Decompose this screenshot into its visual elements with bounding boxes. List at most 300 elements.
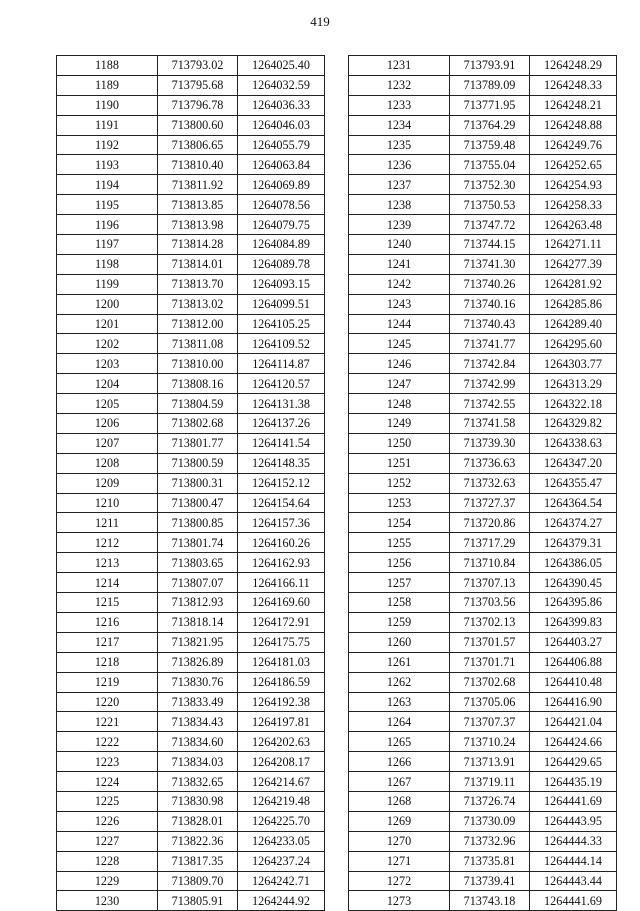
point-number-cell: 1261 — [349, 652, 450, 672]
x-coordinate-cell: 713813.70 — [158, 274, 238, 294]
x-coordinate-cell: 713806.65 — [158, 135, 238, 155]
table-row — [349, 553, 617, 573]
point-number-cell: 1264 — [349, 712, 450, 732]
y-coordinate-cell: 1264046.03 — [238, 115, 325, 135]
x-coordinate-cell: 713814.01 — [158, 254, 238, 274]
table-row — [57, 215, 325, 235]
x-coordinate-cell: 713710.24 — [450, 732, 530, 752]
point-number-cell: 1214 — [57, 573, 158, 593]
x-coordinate-cell: 713710.84 — [450, 553, 530, 573]
y-coordinate-cell: 1264364.54 — [530, 493, 617, 513]
y-coordinate-cell: 1264395.86 — [530, 593, 617, 613]
y-coordinate-cell: 1264141.54 — [238, 433, 325, 453]
table-row — [349, 672, 617, 692]
x-coordinate-cell: 713834.60 — [158, 732, 238, 752]
table-row — [349, 56, 617, 76]
y-coordinate-cell: 1264410.48 — [530, 672, 617, 692]
point-number-cell: 1200 — [57, 294, 158, 314]
point-number-cell: 1210 — [57, 493, 158, 513]
table-row — [57, 791, 325, 811]
y-coordinate-cell: 1264322.18 — [530, 394, 617, 414]
x-coordinate-cell: 713759.48 — [450, 135, 530, 155]
y-coordinate-cell: 1264441.69 — [530, 891, 617, 911]
table-row — [349, 135, 617, 155]
x-coordinate-cell: 713830.76 — [158, 672, 238, 692]
table-row — [57, 593, 325, 613]
y-coordinate-cell: 1264303.77 — [530, 354, 617, 374]
point-number-cell: 1218 — [57, 652, 158, 672]
point-number-cell: 1196 — [57, 215, 158, 235]
table-row — [349, 831, 617, 851]
point-number-cell: 1268 — [349, 791, 450, 811]
x-coordinate-cell: 713812.93 — [158, 593, 238, 613]
table-row — [349, 294, 617, 314]
x-coordinate-cell: 713810.40 — [158, 155, 238, 175]
table-row — [57, 254, 325, 274]
x-coordinate-cell: 713834.03 — [158, 752, 238, 772]
table-row — [57, 712, 325, 732]
y-coordinate-cell: 1264263.48 — [530, 215, 617, 235]
x-coordinate-cell: 713719.11 — [450, 772, 530, 792]
x-coordinate-cell: 713795.68 — [158, 75, 238, 95]
point-number-cell: 1220 — [57, 692, 158, 712]
y-coordinate-cell: 1264444.33 — [530, 831, 617, 851]
x-coordinate-cell: 713802.68 — [158, 414, 238, 434]
y-coordinate-cell: 1264202.63 — [238, 732, 325, 752]
y-coordinate-cell: 1264338.63 — [530, 433, 617, 453]
x-coordinate-cell: 713813.85 — [158, 195, 238, 215]
y-coordinate-cell: 1264443.95 — [530, 811, 617, 831]
table-row — [349, 374, 617, 394]
y-coordinate-cell: 1264025.40 — [238, 56, 325, 76]
y-coordinate-cell: 1264444.14 — [530, 851, 617, 871]
point-number-cell: 1195 — [57, 195, 158, 215]
y-coordinate-cell: 1264435.19 — [530, 772, 617, 792]
x-coordinate-cell: 713818.14 — [158, 612, 238, 632]
y-coordinate-cell: 1264399.83 — [530, 612, 617, 632]
y-coordinate-cell: 1264281.92 — [530, 274, 617, 294]
y-coordinate-cell: 1264105.25 — [238, 314, 325, 334]
table-row — [349, 573, 617, 593]
point-number-cell: 1241 — [349, 254, 450, 274]
point-number-cell: 1238 — [349, 195, 450, 215]
point-number-cell: 1212 — [57, 533, 158, 553]
x-coordinate-cell: 713811.92 — [158, 175, 238, 195]
y-coordinate-cell: 1264429.65 — [530, 752, 617, 772]
table-row — [57, 612, 325, 632]
table-row — [349, 612, 617, 632]
point-number-cell: 1228 — [57, 851, 158, 871]
x-coordinate-cell: 713732.63 — [450, 473, 530, 493]
y-coordinate-cell: 1264233.05 — [238, 831, 325, 851]
y-coordinate-cell: 1264160.26 — [238, 533, 325, 553]
page-number: 419 — [310, 14, 330, 29]
table-row — [57, 652, 325, 672]
point-number-cell: 1273 — [349, 891, 450, 911]
x-coordinate-cell: 713800.60 — [158, 115, 238, 135]
table-row — [349, 473, 617, 493]
table-row — [57, 95, 325, 115]
table-row — [349, 274, 617, 294]
point-number-cell: 1225 — [57, 791, 158, 811]
table-row — [349, 772, 617, 792]
table-row — [57, 414, 325, 434]
x-coordinate-cell: 713707.37 — [450, 712, 530, 732]
x-coordinate-cell: 713764.29 — [450, 115, 530, 135]
point-number-cell: 1271 — [349, 851, 450, 871]
x-coordinate-cell: 713800.85 — [158, 513, 238, 533]
x-coordinate-cell: 713732.96 — [450, 831, 530, 851]
table-row — [57, 752, 325, 772]
y-coordinate-cell: 1264254.93 — [530, 175, 617, 195]
y-coordinate-cell: 1264055.79 — [238, 135, 325, 155]
x-coordinate-cell: 713771.95 — [450, 95, 530, 115]
x-coordinate-cell: 713735.81 — [450, 851, 530, 871]
x-coordinate-cell: 713817.35 — [158, 851, 238, 871]
point-number-cell: 1252 — [349, 473, 450, 493]
point-number-cell: 1224 — [57, 772, 158, 792]
table-row — [349, 195, 617, 215]
y-coordinate-cell: 1264175.75 — [238, 632, 325, 652]
x-coordinate-cell: 713741.30 — [450, 254, 530, 274]
table-row — [349, 175, 617, 195]
point-number-cell: 1255 — [349, 533, 450, 553]
y-coordinate-cell: 1264157.36 — [238, 513, 325, 533]
y-coordinate-cell: 1264244.92 — [238, 891, 325, 911]
point-number-cell: 1211 — [57, 513, 158, 533]
y-coordinate-cell: 1264406.88 — [530, 652, 617, 672]
x-coordinate-cell: 713822.36 — [158, 831, 238, 851]
table-row — [57, 75, 325, 95]
point-number-cell: 1250 — [349, 433, 450, 453]
table-row — [57, 115, 325, 135]
point-number-cell: 1223 — [57, 752, 158, 772]
table-row — [349, 752, 617, 772]
point-number-cell: 1209 — [57, 473, 158, 493]
y-coordinate-cell: 1264237.24 — [238, 851, 325, 871]
x-coordinate-cell: 713834.43 — [158, 712, 238, 732]
x-coordinate-cell: 713720.86 — [450, 513, 530, 533]
point-number-cell: 1234 — [349, 115, 450, 135]
point-number-cell: 1270 — [349, 831, 450, 851]
y-coordinate-cell: 1264355.47 — [530, 473, 617, 493]
table-row — [57, 374, 325, 394]
table-body — [349, 56, 617, 911]
y-coordinate-cell: 1264208.17 — [238, 752, 325, 772]
y-coordinate-cell: 1264248.29 — [530, 56, 617, 76]
x-coordinate-cell: 713750.53 — [450, 195, 530, 215]
x-coordinate-cell: 713727.37 — [450, 493, 530, 513]
table-row — [57, 274, 325, 294]
table-row — [349, 254, 617, 274]
x-coordinate-cell: 713804.59 — [158, 394, 238, 414]
table-row — [349, 632, 617, 652]
x-coordinate-cell: 713793.02 — [158, 56, 238, 76]
y-coordinate-cell: 1264347.20 — [530, 453, 617, 473]
x-coordinate-cell: 713730.09 — [450, 811, 530, 831]
point-number-cell: 1232 — [349, 75, 450, 95]
y-coordinate-cell: 1264093.15 — [238, 274, 325, 294]
x-coordinate-cell: 713701.57 — [450, 632, 530, 652]
table-row — [349, 791, 617, 811]
y-coordinate-cell: 1264313.29 — [530, 374, 617, 394]
table-row — [57, 394, 325, 414]
x-coordinate-cell: 713805.91 — [158, 891, 238, 911]
y-coordinate-cell: 1264258.33 — [530, 195, 617, 215]
point-number-cell: 1249 — [349, 414, 450, 434]
y-coordinate-cell: 1264186.59 — [238, 672, 325, 692]
x-coordinate-cell: 713739.30 — [450, 433, 530, 453]
point-number-cell: 1216 — [57, 612, 158, 632]
x-coordinate-cell: 713740.26 — [450, 274, 530, 294]
y-coordinate-cell: 1264374.27 — [530, 513, 617, 533]
table-body — [57, 56, 325, 911]
x-coordinate-cell: 713741.58 — [450, 414, 530, 434]
table-row — [57, 851, 325, 871]
y-coordinate-cell: 1264099.51 — [238, 294, 325, 314]
table-row — [57, 56, 325, 76]
x-coordinate-cell: 713801.77 — [158, 433, 238, 453]
table-row — [57, 553, 325, 573]
x-coordinate-cell: 713707.13 — [450, 573, 530, 593]
point-number-cell: 1265 — [349, 732, 450, 752]
y-coordinate-cell: 1264036.33 — [238, 95, 325, 115]
table-row — [349, 712, 617, 732]
y-coordinate-cell: 1264289.40 — [530, 314, 617, 334]
table-row — [349, 394, 617, 414]
point-number-cell: 1236 — [349, 155, 450, 175]
table-row — [57, 732, 325, 752]
table-row — [57, 453, 325, 473]
point-number-cell: 1201 — [57, 314, 158, 334]
x-coordinate-cell: 713828.01 — [158, 811, 238, 831]
y-coordinate-cell: 1264214.67 — [238, 772, 325, 792]
y-coordinate-cell: 1264249.76 — [530, 135, 617, 155]
y-coordinate-cell: 1264421.04 — [530, 712, 617, 732]
point-number-cell: 1188 — [57, 56, 158, 76]
point-number-cell: 1221 — [57, 712, 158, 732]
x-coordinate-cell: 713809.70 — [158, 871, 238, 891]
x-coordinate-cell: 713801.74 — [158, 533, 238, 553]
x-coordinate-cell: 713742.84 — [450, 354, 530, 374]
x-coordinate-cell: 713800.47 — [158, 493, 238, 513]
x-coordinate-cell: 713811.08 — [158, 334, 238, 354]
x-coordinate-cell: 713813.98 — [158, 215, 238, 235]
point-number-cell: 1272 — [349, 871, 450, 891]
table-row — [57, 513, 325, 533]
y-coordinate-cell: 1264390.45 — [530, 573, 617, 593]
table-row — [57, 692, 325, 712]
point-number-cell: 1258 — [349, 593, 450, 613]
point-number-cell: 1192 — [57, 135, 158, 155]
point-number-cell: 1189 — [57, 75, 158, 95]
point-number-cell: 1237 — [349, 175, 450, 195]
point-number-cell: 1206 — [57, 414, 158, 434]
table-row — [57, 334, 325, 354]
point-number-cell: 1259 — [349, 612, 450, 632]
point-number-cell: 1229 — [57, 871, 158, 891]
y-coordinate-cell: 1264154.64 — [238, 493, 325, 513]
x-coordinate-cell: 713705.06 — [450, 692, 530, 712]
x-coordinate-cell: 713796.78 — [158, 95, 238, 115]
table-row — [57, 831, 325, 851]
x-coordinate-cell: 713701.71 — [450, 652, 530, 672]
point-number-cell: 1243 — [349, 294, 450, 314]
table-row — [349, 314, 617, 334]
table-row — [349, 75, 617, 95]
point-number-cell: 1226 — [57, 811, 158, 831]
point-number-cell: 1202 — [57, 334, 158, 354]
table-row — [57, 473, 325, 493]
y-coordinate-cell: 1264148.35 — [238, 453, 325, 473]
table-row — [349, 593, 617, 613]
coordinates-table-right — [348, 55, 617, 911]
x-coordinate-cell: 713744.15 — [450, 235, 530, 255]
table-row — [57, 533, 325, 553]
y-coordinate-cell: 1264379.31 — [530, 533, 617, 553]
coordinates-table-left — [56, 55, 325, 911]
y-coordinate-cell: 1264114.87 — [238, 354, 325, 374]
y-coordinate-cell: 1264443.44 — [530, 871, 617, 891]
point-number-cell: 1222 — [57, 732, 158, 752]
y-coordinate-cell: 1264169.60 — [238, 593, 325, 613]
x-coordinate-cell: 713800.59 — [158, 453, 238, 473]
point-number-cell: 1197 — [57, 235, 158, 255]
y-coordinate-cell: 1264084.89 — [238, 235, 325, 255]
table-row — [57, 294, 325, 314]
table-row — [57, 573, 325, 593]
y-coordinate-cell: 1264441.69 — [530, 791, 617, 811]
y-coordinate-cell: 1264219.48 — [238, 791, 325, 811]
y-coordinate-cell: 1264248.21 — [530, 95, 617, 115]
table-row — [349, 115, 617, 135]
table-row — [349, 334, 617, 354]
point-number-cell: 1230 — [57, 891, 158, 911]
table-row — [57, 811, 325, 831]
table-row — [57, 155, 325, 175]
x-coordinate-cell: 713717.29 — [450, 533, 530, 553]
point-number-cell: 1217 — [57, 632, 158, 652]
x-coordinate-cell: 713800.31 — [158, 473, 238, 493]
x-coordinate-cell: 713793.91 — [450, 56, 530, 76]
x-coordinate-cell: 713808.16 — [158, 374, 238, 394]
y-coordinate-cell: 1264078.56 — [238, 195, 325, 215]
point-number-cell: 1254 — [349, 513, 450, 533]
point-number-cell: 1199 — [57, 274, 158, 294]
point-number-cell: 1267 — [349, 772, 450, 792]
x-coordinate-cell: 713740.43 — [450, 314, 530, 334]
point-number-cell: 1240 — [349, 235, 450, 255]
point-number-cell: 1219 — [57, 672, 158, 692]
point-number-cell: 1190 — [57, 95, 158, 115]
y-coordinate-cell: 1264242.71 — [238, 871, 325, 891]
point-number-cell: 1203 — [57, 354, 158, 374]
table-row — [57, 314, 325, 334]
table-row — [349, 811, 617, 831]
table-row — [57, 433, 325, 453]
y-coordinate-cell: 1264181.03 — [238, 652, 325, 672]
point-number-cell: 1191 — [57, 115, 158, 135]
x-coordinate-cell: 713736.63 — [450, 453, 530, 473]
point-number-cell: 1215 — [57, 593, 158, 613]
table-row — [349, 652, 617, 672]
table-row — [57, 632, 325, 652]
y-coordinate-cell: 1264120.57 — [238, 374, 325, 394]
table-row — [349, 215, 617, 235]
x-coordinate-cell: 713830.98 — [158, 791, 238, 811]
point-number-cell: 1204 — [57, 374, 158, 394]
table-row — [349, 433, 617, 453]
y-coordinate-cell: 1264285.86 — [530, 294, 617, 314]
point-number-cell: 1262 — [349, 672, 450, 692]
x-coordinate-cell: 713814.28 — [158, 235, 238, 255]
x-coordinate-cell: 713726.74 — [450, 791, 530, 811]
x-coordinate-cell: 713740.16 — [450, 294, 530, 314]
y-coordinate-cell: 1264416.90 — [530, 692, 617, 712]
table-row — [349, 354, 617, 374]
y-coordinate-cell: 1264172.91 — [238, 612, 325, 632]
point-number-cell: 1244 — [349, 314, 450, 334]
x-coordinate-cell: 713742.55 — [450, 394, 530, 414]
y-coordinate-cell: 1264131.38 — [238, 394, 325, 414]
table-row — [57, 354, 325, 374]
point-number-cell: 1269 — [349, 811, 450, 831]
table-row — [349, 871, 617, 891]
table-row — [349, 513, 617, 533]
table-row — [57, 772, 325, 792]
point-number-cell: 1231 — [349, 56, 450, 76]
x-coordinate-cell: 713807.07 — [158, 573, 238, 593]
point-number-cell: 1193 — [57, 155, 158, 175]
y-coordinate-cell: 1264162.93 — [238, 553, 325, 573]
x-coordinate-cell: 713741.77 — [450, 334, 530, 354]
x-coordinate-cell: 713813.02 — [158, 294, 238, 314]
point-number-cell: 1248 — [349, 394, 450, 414]
y-coordinate-cell: 1264271.11 — [530, 235, 617, 255]
y-coordinate-cell: 1264277.39 — [530, 254, 617, 274]
point-number-cell: 1239 — [349, 215, 450, 235]
table-row — [57, 175, 325, 195]
table-row — [349, 732, 617, 752]
table-row — [349, 453, 617, 473]
y-coordinate-cell: 1264295.60 — [530, 334, 617, 354]
y-coordinate-cell: 1264386.05 — [530, 553, 617, 573]
x-coordinate-cell: 713821.95 — [158, 632, 238, 652]
point-number-cell: 1247 — [349, 374, 450, 394]
table-row — [349, 692, 617, 712]
point-number-cell: 1227 — [57, 831, 158, 851]
x-coordinate-cell: 713713.91 — [450, 752, 530, 772]
point-number-cell: 1251 — [349, 453, 450, 473]
y-coordinate-cell: 1264248.88 — [530, 115, 617, 135]
x-coordinate-cell: 713833.49 — [158, 692, 238, 712]
table-row — [57, 135, 325, 155]
x-coordinate-cell: 713739.41 — [450, 871, 530, 891]
y-coordinate-cell: 1264424.66 — [530, 732, 617, 752]
x-coordinate-cell: 713747.72 — [450, 215, 530, 235]
x-coordinate-cell: 713703.56 — [450, 593, 530, 613]
point-number-cell: 1207 — [57, 433, 158, 453]
x-coordinate-cell: 713803.65 — [158, 553, 238, 573]
table-row — [349, 155, 617, 175]
point-number-cell: 1246 — [349, 354, 450, 374]
y-coordinate-cell: 1264137.26 — [238, 414, 325, 434]
table-row — [57, 493, 325, 513]
y-coordinate-cell: 1264225.70 — [238, 811, 325, 831]
point-number-cell: 1257 — [349, 573, 450, 593]
y-coordinate-cell: 1264109.52 — [238, 334, 325, 354]
point-number-cell: 1260 — [349, 632, 450, 652]
